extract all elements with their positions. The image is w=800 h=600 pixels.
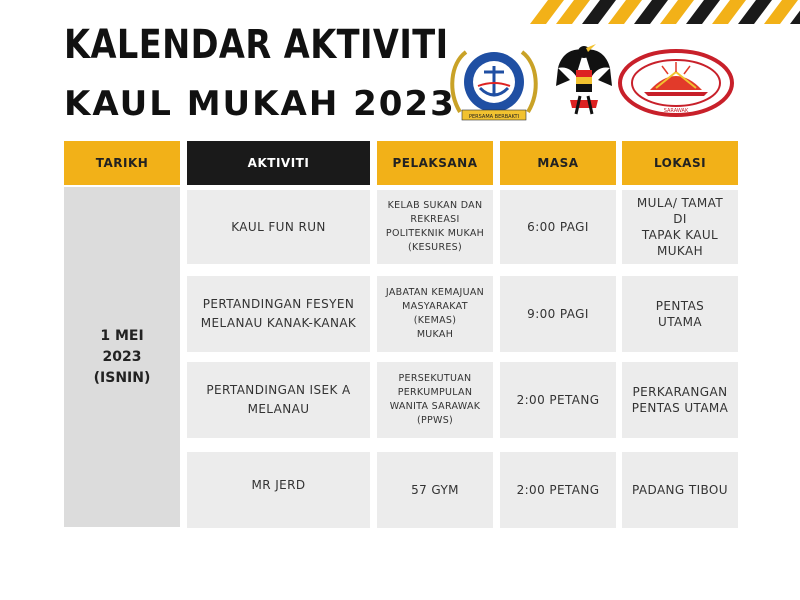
navy-anchor-emblem-logo bbox=[446, 42, 542, 126]
table-row-3-masa bbox=[500, 362, 616, 438]
cell-text: PERTANDINGAN ISEK A MELANAU bbox=[206, 383, 351, 416]
table-row-3-aktiviti bbox=[187, 362, 370, 438]
hazard-stripes bbox=[520, 0, 800, 24]
page-subtitle: KAUL MUKAH 2023 bbox=[64, 84, 456, 124]
cell-text: 6:00 PAGI bbox=[527, 220, 589, 234]
header-masa: MASA bbox=[500, 141, 616, 185]
svg-text:PERSAMA BERBAKTI: PERSAMA BERBAKTI bbox=[469, 114, 519, 120]
table-row-2-masa bbox=[500, 276, 616, 352]
cell-text: PERSEKUTUAN PERKUMPULAN WANITA SARAWAK (PPWS) bbox=[389, 373, 481, 426]
svg-text:SARAWAK: SARAWAK bbox=[663, 108, 689, 114]
cell-text: PERKARANGAN PENTAS UTAMA bbox=[631, 385, 729, 415]
sarawak-coat-of-arms-logo bbox=[556, 40, 612, 122]
date-text: 1 MEI 2023 (ISNIN) bbox=[93, 327, 151, 386]
table-row-2-pelaksana bbox=[377, 276, 493, 352]
cell-text: KELAB SUKAN DAN REKREASI POLITEKNIK MUKAH (KESURES) bbox=[385, 200, 485, 253]
table-row-4-masa bbox=[500, 452, 616, 528]
table-row-2-aktiviti bbox=[187, 276, 370, 352]
table-row-1-masa bbox=[500, 190, 616, 264]
header-pelaksana: PELAKSANA bbox=[377, 141, 493, 185]
table-row-2-lokasi bbox=[622, 276, 738, 352]
table-row-4-pelaksana bbox=[377, 452, 493, 528]
ppws-emblem-logo bbox=[616, 48, 736, 118]
table-row-3-pelaksana bbox=[377, 362, 493, 438]
cell-text: PERTANDINGAN FESYEN MELANAU KANAK-KANAK bbox=[200, 297, 357, 330]
table-row-1-aktiviti bbox=[187, 190, 370, 264]
table-row-4-lokasi bbox=[622, 452, 738, 528]
table-row-1-pelaksana bbox=[377, 190, 493, 264]
header-lokasi: LOKASI bbox=[622, 141, 738, 185]
cell-text: PADANG TIBOU bbox=[632, 483, 728, 497]
cell-text: 57 GYM bbox=[411, 483, 459, 497]
cell-text: 2:00 PETANG bbox=[516, 393, 600, 407]
cell-text: JABATAN KEMAJUAN MASYARAKAT (KEMAS) MUKAH bbox=[385, 287, 485, 340]
cell-text: 9:00 PAGI bbox=[527, 307, 589, 321]
cell-text: KAUL FUN RUN bbox=[231, 219, 326, 234]
cell-text: PENTAS UTAMA bbox=[655, 299, 705, 329]
cell-text: 2:00 PETANG bbox=[516, 483, 600, 497]
cell-text: MULA/ TAMAT DI TAPAK KAUL MUKAH bbox=[636, 196, 724, 258]
header-aktiviti: AKTIVITI bbox=[187, 141, 370, 185]
header-tarikh: TARIKH bbox=[64, 141, 180, 185]
page-title: KALENDAR AKTIVITI bbox=[64, 22, 449, 68]
date-cell bbox=[64, 187, 180, 527]
table-row-1-lokasi bbox=[622, 190, 738, 264]
table-row-4-aktiviti bbox=[187, 452, 370, 528]
table-row-3-lokasi bbox=[622, 362, 738, 438]
cell-text: MR JERD bbox=[251, 478, 306, 492]
